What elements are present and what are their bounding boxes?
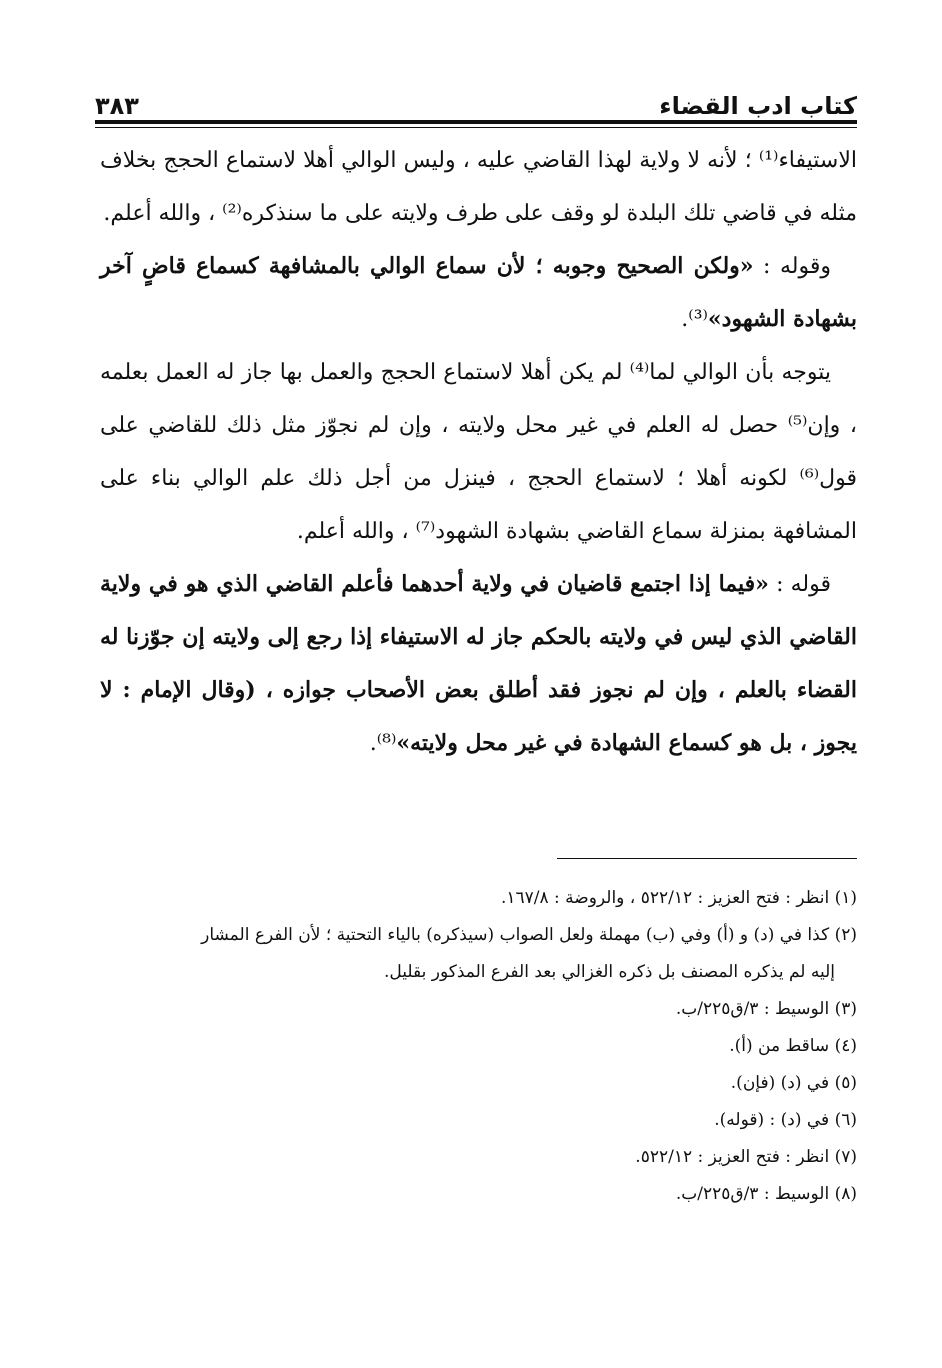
footnote-7: (٧) انظر : فتح العزيز : ٥٢٢/١٢. — [635, 1147, 857, 1167]
footnote-1: (١) انظر : فتح العزيز : ٥٢٢/١٢ ، والروضة : ١٦٧/٨. — [500, 888, 857, 908]
footnote-ref-1: ⁽¹⁾ — [758, 148, 779, 173]
body-text — [100, 134, 857, 770]
footnotes — [100, 880, 857, 1213]
text-run: . — [681, 307, 689, 332]
text-run: لم يكن أهلا لاستماع الحجج والعمل بها جاز له العمل بعلمه ، وإن — [100, 360, 857, 438]
footnote-separator — [557, 858, 857, 859]
footnote-ref-8: ⁽⁸⁾ — [376, 731, 397, 756]
header-rule-thin — [95, 127, 857, 128]
footnote-ref-3: ⁽³⁾ — [688, 307, 708, 332]
footnote-5: (٥) في (د) (فإن). — [730, 1073, 857, 1093]
text-run: ، والله أعلم. — [296, 519, 416, 544]
footnote-3: (٣) الوسيط : ٣/ق٢٢٥/ب. — [675, 999, 857, 1019]
footnote-2: (٢) كذا في (د) و (أ) وفي (ب) مهملة ولعل الصواب (سيذكره) بالياء التحتية ؛ لأن الفرع المشار — [201, 925, 857, 945]
footnote-2-continuation: إليه لم يذكره المصنف بل ذكره الغزالي بعد الفرع المذكور بقليل. — [383, 962, 835, 982]
paragraph-2 — [100, 240, 857, 346]
footnote-ref-6: ⁽⁶⁾ — [799, 466, 820, 491]
text-run: حصل له العلم في غير محل ولايته ، وإن لم نجوّز مثل ذلك للقاضي على قول — [100, 413, 857, 491]
footnote-ref-7: ⁽⁷⁾ — [415, 519, 436, 544]
text-run: قوله : — [768, 572, 832, 597]
text-run: ، والله أعلم. — [103, 201, 223, 226]
text-run: لكونه أهلا ؛ لاستماع الحجج ، فينزل من أجل ذلك علم الوالي بناء على المشافهة بمنزلة سماع القاضي بشهادة الشهود — [100, 466, 857, 544]
quoted-text: «ولكن الصحيح وجوبه ؛ لأن سماع الوالي بالمشافهة كسماع قاضٍ آخر بشهادة الشهود» — [100, 253, 857, 332]
page-number: ٣٨٣ — [95, 92, 139, 120]
footnote-4: (٤) ساقط من (أ). — [729, 1036, 857, 1056]
text-run: يتوجه بأن الوالي لما — [649, 360, 831, 385]
footnote-ref-2: ⁽²⁾ — [222, 201, 242, 226]
text-run: وقوله : — [753, 254, 831, 279]
paragraph-4 — [100, 558, 857, 770]
page-header — [95, 78, 857, 120]
text-run: . — [369, 731, 377, 756]
text-run: ؛ لأنه لا ولاية لهذا القاضي عليه ، وليس الوالي أهلا لاستماع الحجج بخلاف مثله في قاضي تلك البلدة لو وقف على طرف ولايته على ما سنذكره — [100, 148, 857, 226]
quoted-text: «فيما إذا اجتمع قاضيان في ولاية أحدهما فأعلم القاضي الذي هو في ولاية القاضي الذي ليس في ولايته بالحكم جاز له الاستيفاء إذا رجع إلى ولايته إن جوّزنا له القضاء بالعلم ، وإن لم نجوز فقد أطلق بعض الأصحاب جوازه ، (وقال الإمام : لا يجوز ، بل هو كسماع الشهادة في غير محل ولايته» — [100, 571, 857, 756]
footnote-ref-5: ⁽⁵⁾ — [787, 413, 808, 438]
footnote-ref-4: ⁽⁴⁾ — [629, 360, 650, 385]
text-run: الاستيفاء — [778, 148, 857, 173]
footnote-8: (٨) الوسيط : ٣/ق٢٢٥/ب. — [675, 1184, 857, 1204]
header-rule-thick — [95, 120, 857, 124]
book-title: كتاب ادب القضاء — [659, 92, 857, 120]
paragraph-1 — [100, 134, 857, 240]
footnote-6: (٦) في (د) : (قوله). — [714, 1110, 857, 1130]
paragraph-3 — [100, 346, 857, 558]
